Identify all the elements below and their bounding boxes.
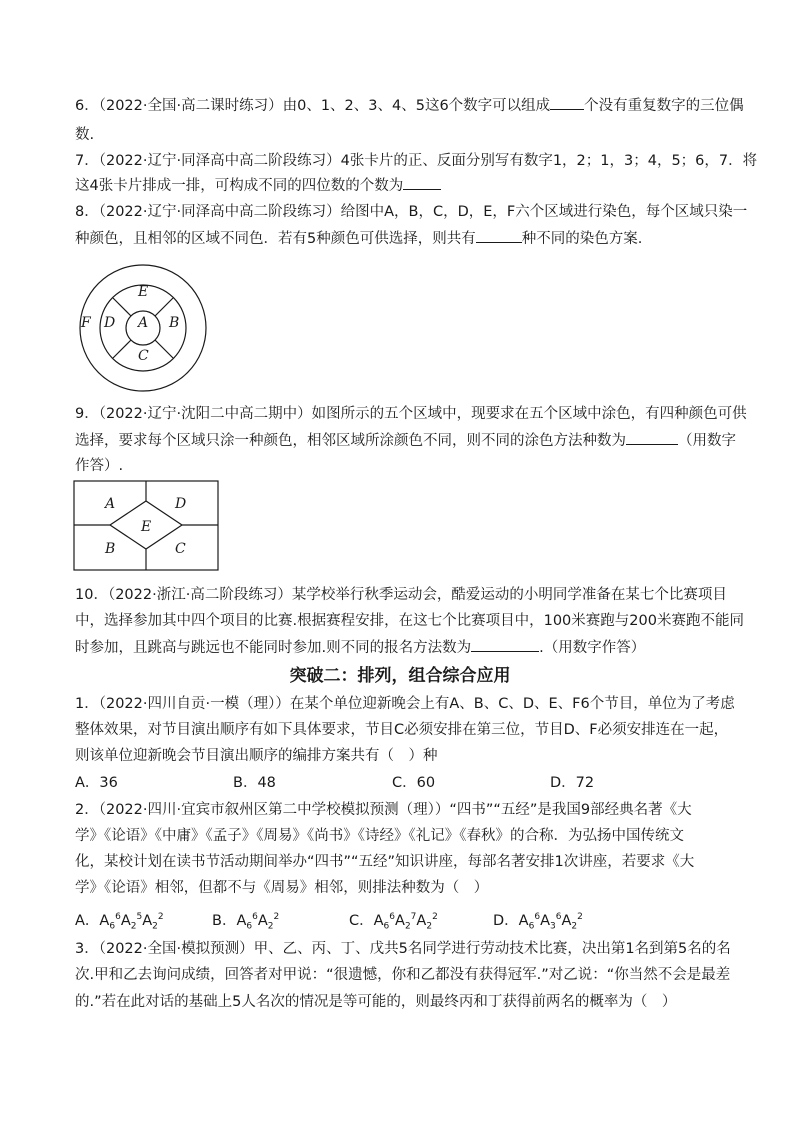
perm-sup: 6 <box>115 912 121 922</box>
perm-sup: 2 <box>577 912 583 922</box>
q9-text: 选择，要求每个区域只涂一种颜色，相邻区域所涂颜色不同，则不同的涂色方法种数为 <box>75 433 626 449</box>
answer-blank <box>471 637 539 652</box>
region-label-d: D <box>175 496 187 512</box>
p2-option-d <box>493 907 583 937</box>
answer-blank <box>476 228 522 243</box>
q7-line-1: 7．（2022·辽宁·同泽高中高二阶段练习）4张卡片的正、反面分别写有数字1，2；1，3；4，5；6，7．将 <box>75 153 758 169</box>
p1-line-3: 则该单位迎新晚会节目演出顺序的编排方案共有（ ）种 <box>75 748 438 764</box>
ring-region-figure <box>72 262 218 396</box>
p2-option-c <box>349 907 438 937</box>
perm-symbol: A <box>373 912 384 929</box>
perm-sup: 6 <box>555 912 562 922</box>
p2-line-4: 学》《论语》相邻，但都不与《周易》相邻，则排法种数为（ ） <box>75 880 489 896</box>
perm-sub: 2 <box>130 921 137 932</box>
perm-symbol: A <box>120 912 131 929</box>
rectangle-region-figure <box>72 479 222 573</box>
perm-sup: 2 <box>157 912 164 922</box>
perm-sub: 2 <box>571 921 578 932</box>
q6-text-tail: 个没有重复数字的三位偶 <box>584 98 744 114</box>
q10-text-tail: .（用数字作答） <box>539 640 646 656</box>
perm-sup: 2 <box>432 912 438 922</box>
q6-line-2: 数. <box>75 127 95 143</box>
region-label-c: C <box>138 348 149 364</box>
perm-symbol: A <box>518 912 529 929</box>
perm-sup: 7 <box>410 912 417 922</box>
q8-line-2 <box>75 228 735 249</box>
perm-sup: 6 <box>534 912 541 922</box>
p1-line-1: 1．（2022·四川自贡·一模（理））在某个单位迎新晚会上有A、B、C、D、E、F6个节目，单位为了考虑 <box>75 696 735 712</box>
perm-sub: 6 <box>246 921 253 932</box>
p1-option-d: D．72 <box>550 775 595 791</box>
region-label-b: B <box>105 541 116 557</box>
q8-text-tail: 种不同的染色方案. <box>521 231 643 247</box>
p1-option-b: B．48 <box>233 775 276 791</box>
q9-line-2 <box>75 430 735 451</box>
region-label-e: E <box>141 519 152 535</box>
region-label-d: D <box>104 315 116 331</box>
perm-sup: 6 <box>389 912 396 922</box>
q10-line-2: 中，选择参加其中四个项目的比赛.根据赛程安排，在这七个比赛项目中，100米赛跑与200米赛跑不能同 <box>75 613 744 629</box>
perm-symbol: A <box>236 912 247 929</box>
answer-blank <box>626 430 678 445</box>
option-letter: C． <box>349 912 374 929</box>
perm-sub: 6 <box>109 921 116 932</box>
answer-blank <box>550 95 584 110</box>
p1-line-2: 整体效果，对节目演出顺序有如下具体要求，节目C必须安排在第三位，节目D、F必须安排连在一起， <box>75 722 729 738</box>
region-label-b: B <box>169 315 180 331</box>
perm-sub: 2 <box>152 921 158 932</box>
perm-sup: 6 <box>252 912 258 922</box>
region-label-a: A <box>105 496 116 512</box>
option-letter: B． <box>212 912 237 929</box>
region-label-f: F <box>81 315 91 331</box>
q10-line-1: 10．（2022·浙江·高二阶段练习）某学校举行秋季运动会，酷爱运动的小明同学准备在某七个比赛项目 <box>75 587 727 603</box>
q6-text: 6．（2022·全国·高二课时练习）由0、1、2、3、4、5这6个数字可以组成 <box>75 98 551 114</box>
option-letter: A． <box>75 912 100 929</box>
perm-symbol: A <box>561 912 572 929</box>
region-label-e: E <box>138 284 149 300</box>
perm-sup: 5 <box>136 912 143 922</box>
p2-line-2: 学》《论语》《中庸》《孟子》《周易》《尚书》《诗经》《礼记》《春秋》的合称．为弘扬中国传统文 <box>75 828 684 844</box>
p2-line-3: 化，某校计划在读书节活动期间举办“四书”“五经”知识讲座，每部名著安排1次讲座，若要求《大 <box>75 854 695 870</box>
p1-option-c: C．60 <box>392 775 436 791</box>
perm-symbol: A <box>99 912 110 929</box>
p3-line-3: 的.”若在此对话的基础上5人名次的情况是等可能的，则最终丙和丁获得前两名的概率为（ ） <box>75 994 677 1010</box>
q9-text-tail: （用数字 <box>678 433 736 449</box>
perm-sub: 2 <box>267 921 274 932</box>
region-label-c: C <box>175 541 186 557</box>
p2-line-1: 2．（2022·四川·宜宾市叙州区第二中学校模拟预测（理））“四书”“五经”是我国9部经典名著《大 <box>75 802 692 818</box>
perm-symbol: A <box>395 912 405 929</box>
q10-text: 时参加，且跳高与跳远也不能同时参加.则不同的报名方法数为 <box>75 640 472 656</box>
perm-symbol: A <box>142 912 153 929</box>
p3-line-2: 次.甲和乙去询问成绩，回答者对甲说：“很遗憾，你和乙都没有获得冠军.”对乙说：“你当然不会是最差 <box>75 967 731 983</box>
p3-line-1: 3．（2022·全国·模拟预测）甲、乙、丙、丁、戊共5名同学进行劳动技术比赛，决出第1名到第5名的名 <box>75 941 731 957</box>
perm-symbol: A <box>416 912 427 929</box>
perm-sub: 2 <box>426 921 433 932</box>
perm-sub: 6 <box>528 921 535 932</box>
q7-text: 这4张卡片排成一排，可构成不同的四位数的个数为 <box>75 178 404 194</box>
q7-line-2 <box>75 175 735 196</box>
perm-symbol: A <box>257 912 268 929</box>
perm-sub: 6 <box>383 921 390 932</box>
section-title: 突破二：排列，组合综合应用 <box>289 666 511 686</box>
q6-line-1 <box>75 95 744 116</box>
q9-line-3: 作答）. <box>75 458 124 474</box>
q8-line-1: 8．（2022·辽宁·同泽高中高二阶段练习）给图中A，B，C，D，E，F六个区域进行染色，每个区域只染一 <box>75 204 748 220</box>
perm-sub: 3 <box>549 921 556 932</box>
perm-sub: 2 <box>404 921 411 932</box>
p1-option-a: A．36 <box>75 775 118 791</box>
p2-option-a <box>75 907 164 937</box>
p2-option-b <box>212 907 279 937</box>
region-label-a: A <box>138 315 149 331</box>
option-letter: D． <box>493 912 519 929</box>
answer-blank <box>403 175 441 190</box>
q8-text: 种颜色，且相邻的区域不同色．若有5种颜色可供选择，则共有 <box>75 231 476 247</box>
perm-symbol: A <box>540 912 550 929</box>
perm-sup: 2 <box>273 912 280 922</box>
q10-line-3 <box>75 637 735 658</box>
q9-line-1: 9．（2022·辽宁·沈阳二中高二期中）如图所示的五个区域中，现要求在五个区域中涂色，有四种颜色可供 <box>75 406 747 422</box>
